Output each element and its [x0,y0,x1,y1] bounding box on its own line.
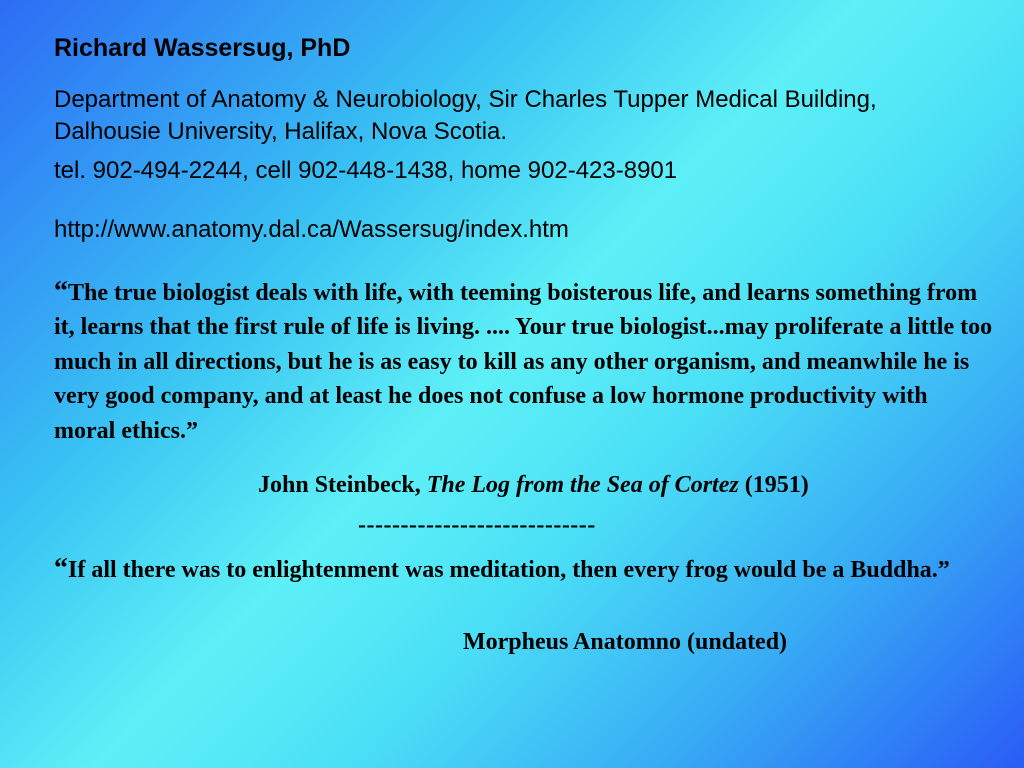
steinbeck-quote [54,275,994,448]
steinbeck-quote-text: The true biologist deals with life, with teeming boisterous life, and learns something from it, learns that the first rule of life is living. .... Your true biologist...may proliferate a little too much in all directions, but he is as easy to kill as any other organism, and meanwhile he is very good company, and at least he does not confuse a low hormone productivity with moral ethics. [54,280,993,444]
phone-numbers: tel. 902-494-2244, cell 902-448-1438, home 902-423-8901 [54,157,678,184]
frog-quote [54,552,984,587]
open-quote-mark: “ [54,553,68,584]
steinbeck-attribution [258,472,809,499]
open-quote-mark: “ [54,276,68,307]
frog-quote-text: If all there was to enlightenment was meditation, then every frog would be a Buddha. [68,557,938,583]
close-quote-mark: ” [185,417,198,444]
frog-quote-attribution: Morpheus Anatomno (undated) [463,629,788,655]
close-quote-mark: ” [937,557,950,583]
department-address: Department of Anatomy & Neurobiology, Sir Charles Tupper Medical Building, Dalhousie University, Halifax, Nova Scotia. [54,86,877,145]
author-name: Richard Wassersug, PhD [54,34,351,62]
website-link[interactable]: http://www.anatomy.dal.ca/Wassersug/index.htm [54,216,569,243]
dashed-separator: ---------------------------- [358,512,596,538]
attribution-author: John Steinbeck, [258,472,421,498]
attribution-book-title: The Log from the Sea of Cortez [426,472,739,498]
attribution-year: (1951) [744,472,809,498]
